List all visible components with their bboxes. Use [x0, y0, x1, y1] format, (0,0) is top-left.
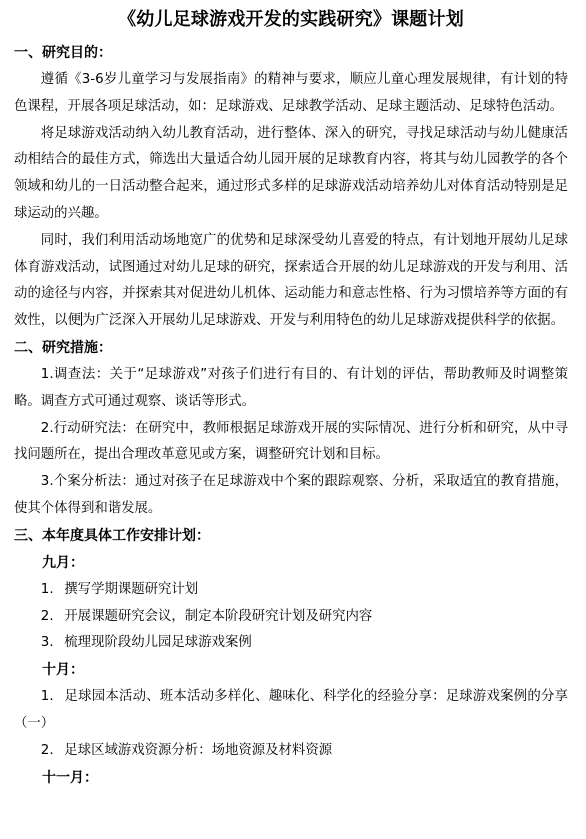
list-item-number: 3. — [40, 635, 54, 651]
list-item-text: 足球区域游戏资源分析：场地资源及材料资源 — [64, 742, 333, 758]
paragraph: 1.调查法：关于“足球游戏”对孩子们进行有目的、有计划的评估，帮助教师及时调整策略。调查方式可通过观察、谈话等形式。 — [14, 366, 568, 409]
list-item-text: 梳理现阶段幼儿园足球游戏案例 — [64, 635, 252, 651]
paragraph-text: 为广泛深入开展幼儿足球游戏、开发与利用特色的幼儿足球游戏提供科学的依据。 — [81, 313, 565, 329]
list-item — [14, 604, 568, 631]
section-heading-measures: 二、研究措施： — [14, 339, 112, 356]
section-heading-schedule: 三、本年度具体工作安排计划： — [14, 527, 210, 544]
paragraph: 3.个案分析法：通过对孩子在足球游戏中个案的跟踪观察、分析，采取适宜的教育措施，使其个体得到和谐发展。 — [14, 474, 568, 516]
paragraph: 遵循《3-6岁儿童学习与发展指南》的精神与要求，顺应儿童心理发展规律，有计划的特色课程，开展各项足球活动，如：足球游戏、足球教学活动、足球主题活动、足球特色活动。 — [14, 72, 568, 114]
document-title: 《幼儿足球游戏开发的实践研究》课题计划 — [118, 9, 464, 30]
month-heading-october: 十月： — [42, 662, 84, 679]
month-heading-september: 九月： — [42, 554, 84, 571]
list-item-number: 1. — [40, 689, 54, 705]
section-heading-purpose: 一、研究目的： — [14, 45, 112, 61]
list-item — [14, 630, 568, 657]
list-item-number: 2. — [40, 742, 54, 758]
month-heading-november: 十一月： — [42, 769, 98, 786]
list-item — [14, 684, 568, 738]
list-item-number: 1. — [40, 581, 54, 597]
list-item-number: 2. — [40, 608, 54, 624]
paragraph-text: 同时，我们利用活动场地宽广的优势和足球深受幼儿喜爱的特点，有计划地开展幼儿足球体育游戏活动，试图通过对幼儿足球的研究，探索适合开展的幼儿足球游戏的开发与利用、活动的途径与内容，并探索其对促进幼儿机体、运动能力和意志性格、行为习惯培养等方面的有效性，以便 — [14, 232, 568, 329]
paragraph: 2.行动研究法：在研究中，教师根据足球游戏开展的实际情况、进行分析和研究，从中寻找问题所在，提出合理改革意见或方案，调整研究计划和目标。 — [14, 420, 568, 463]
list-item — [14, 738, 568, 765]
list-item-text: 开展课题研究会议，制定本阶段研究计划及研究内容 — [64, 608, 373, 624]
paragraph: 将足球游戏活动纳入幼儿教育活动，进行整体、深入的研究，寻找足球活动与幼儿健康活动相结合的最佳方式，筛选出大量适合幼儿园开展的足球教育内容，将其与幼儿园教学的各个领域和幼儿的一日活动整合起来，通过形式多样的足球游戏活动培养幼儿对体育活动特别是足球运动的兴趣。 — [14, 125, 568, 221]
list-item-text: 足球园本活动、班本活动多样化、趣味化、科学化的经验分享：足球游戏案例的分享（一） — [14, 689, 568, 731]
list-item — [14, 577, 568, 604]
paragraph — [14, 228, 568, 335]
list-item-text: 撰写学期课题研究计划 — [64, 581, 199, 597]
